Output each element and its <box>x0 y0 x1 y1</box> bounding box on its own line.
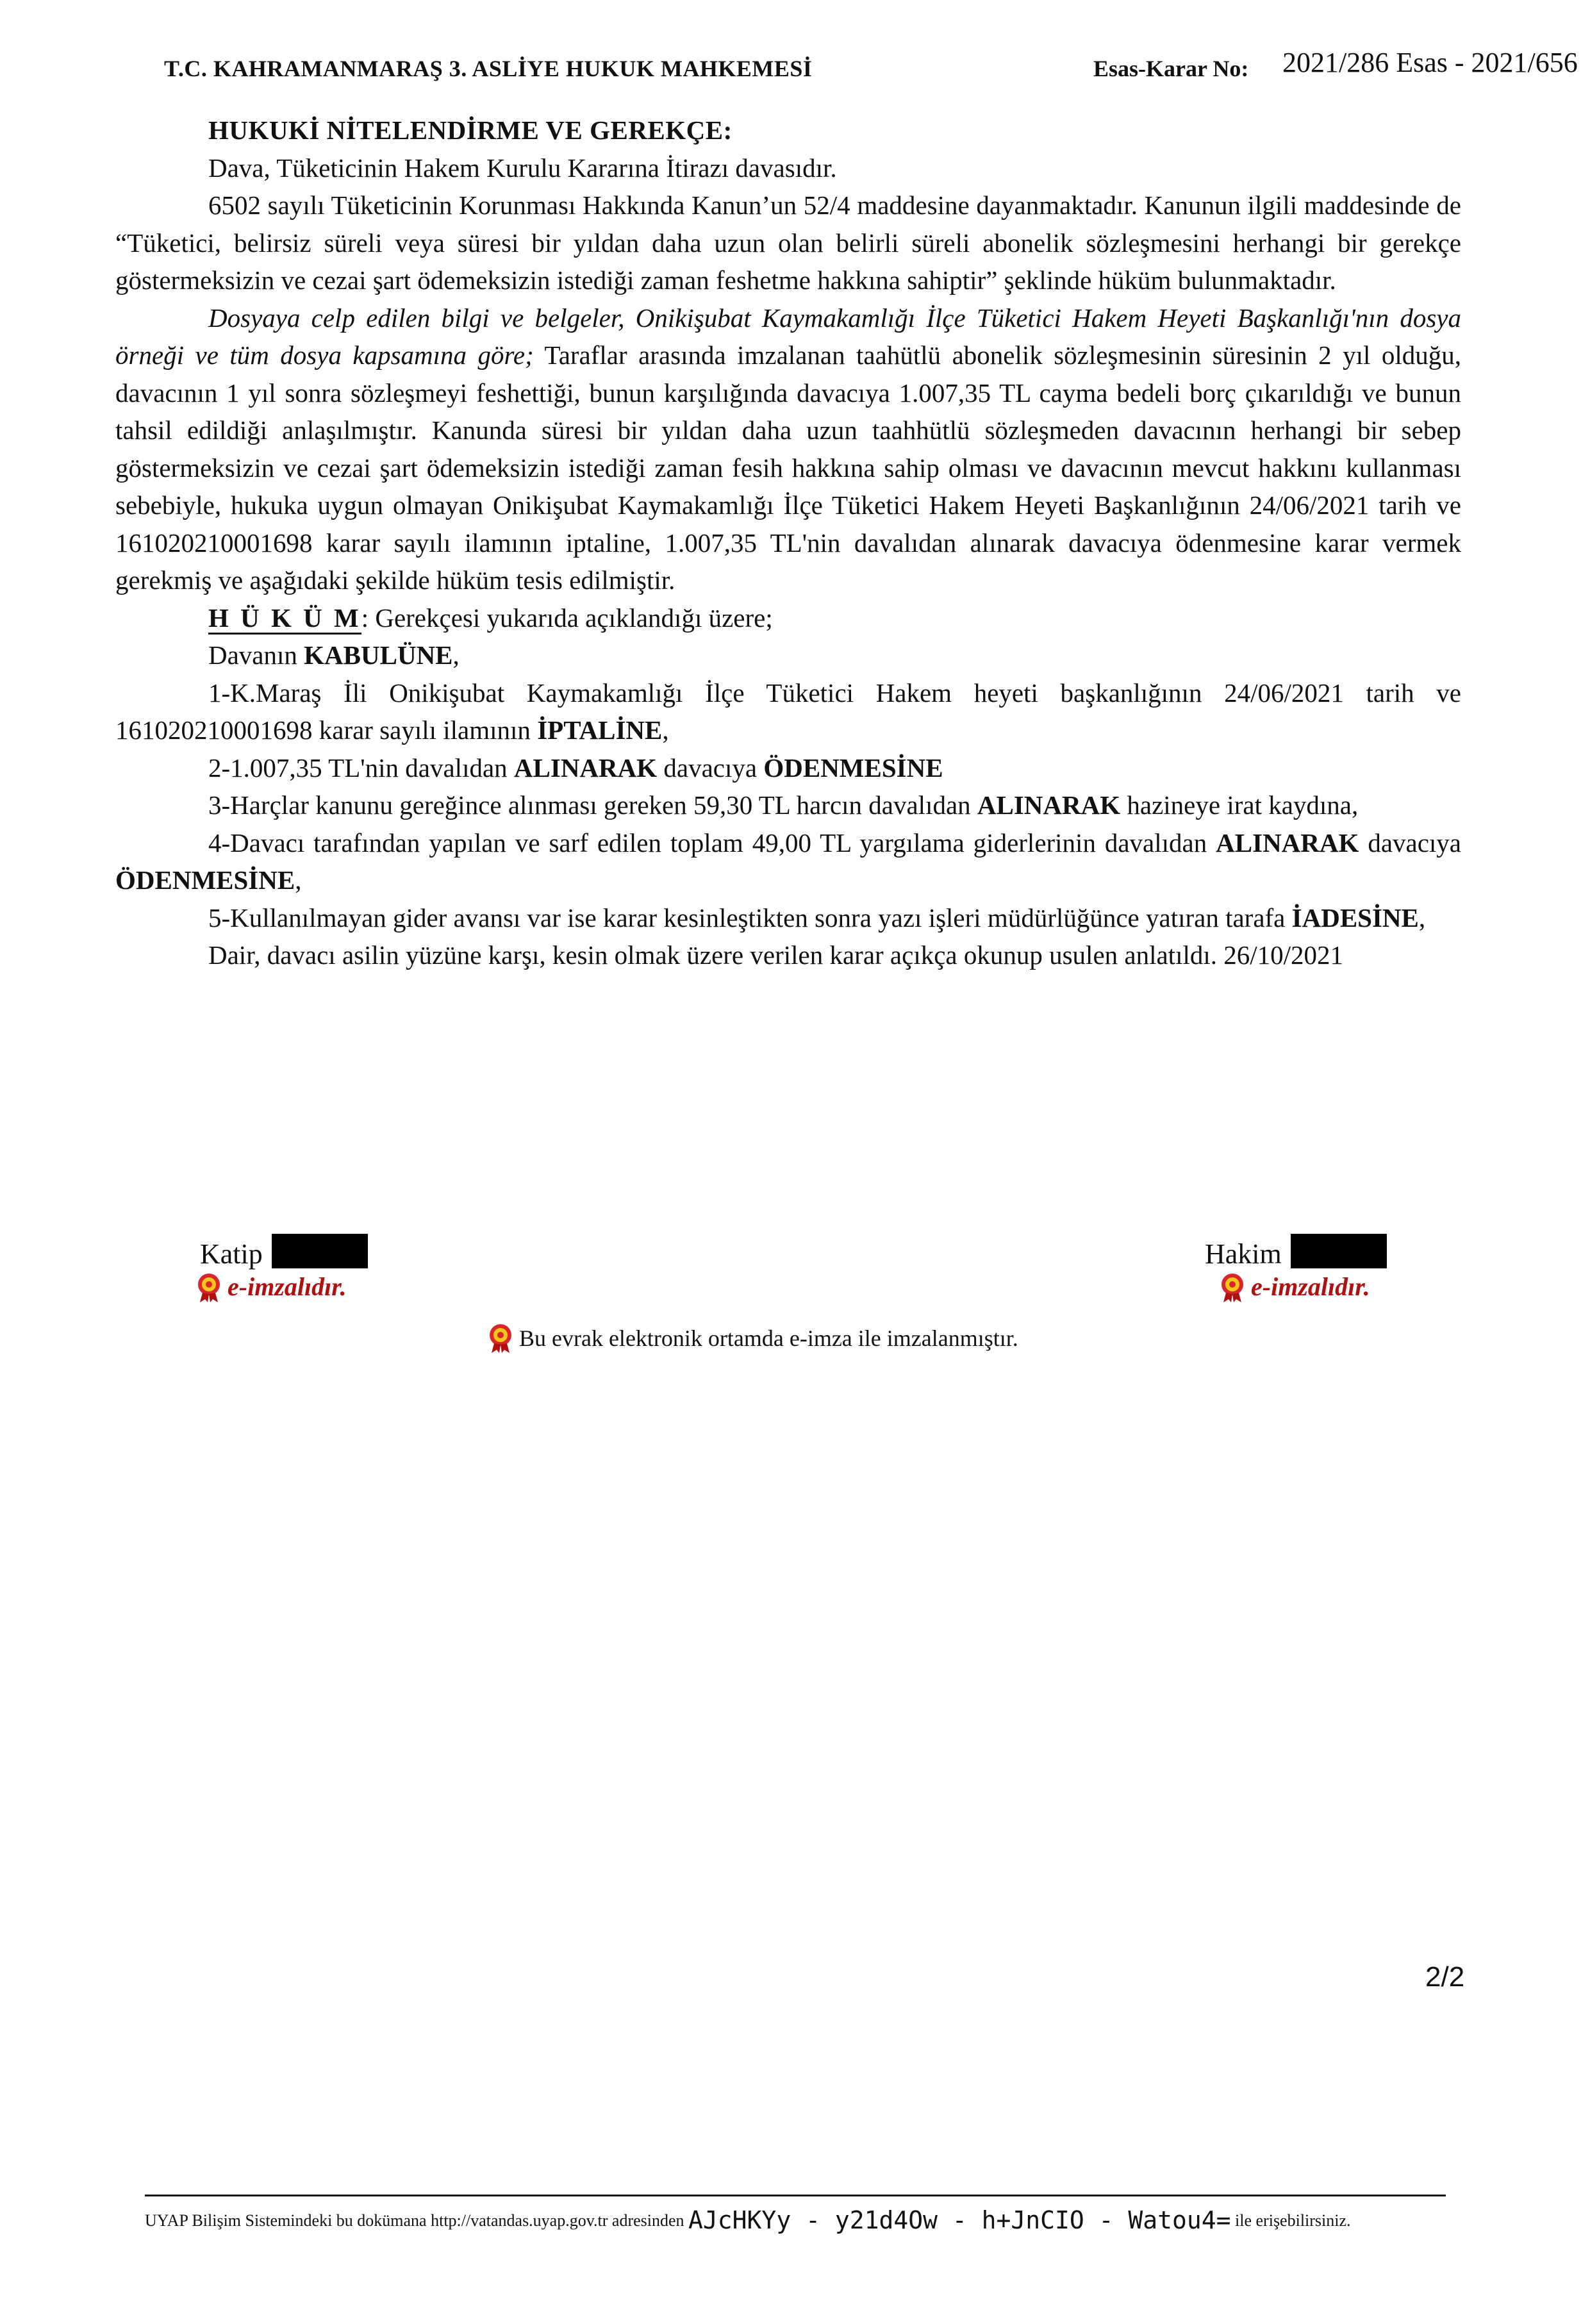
court-name: T.C. KAHRAMANMARAŞ 3. ASLİYE HUKUK MAHKEMESİ <box>164 56 813 81</box>
clerk-label: Katip <box>200 1238 263 1270</box>
item-3-post: hazineye irat kaydına, <box>1120 790 1359 820</box>
acceptance-post: , <box>452 640 460 670</box>
clerk-signature <box>200 1234 368 1270</box>
item-5-text: 5-Kullanılmayan gider avansı var ise karar kesinleştikten sonra yazı işleri müdürlüğünce yatıran tarafa <box>208 902 1292 933</box>
acceptance-pre: Davanın <box>208 640 304 670</box>
esas-karar-label: Esas-Karar No: <box>1093 56 1249 81</box>
footer-divider <box>145 2195 1446 2196</box>
section-heading: HUKUKİ NİTELENDİRME VE GEREKÇE: <box>208 115 733 145</box>
judge-esignature <box>1218 1271 1370 1303</box>
item-3-text: 3-Harçlar kanunu gereğince alınması gereken 59,30 TL harcın davalıdan <box>208 790 977 820</box>
paragraph-legal-basis: 6502 sayılı Tüketicinin Korunması Hakkında Kanun’un 52/4 maddesine dayanmaktadır. Kanunun ilgili maddesinde de “Tüketici, belirsiz süreli veya süresi bir yıldan daha uzun olan belirli süreli abonelik sözleşmesini herhangi bir gerekçe göstermeksizin ve cezai şart ödemeksizin istediği zaman feshetme hakkına sahiptir” şeklinde hüküm bulunmaktadır. <box>115 190 1461 295</box>
e-signature-seal-icon <box>1218 1272 1251 1301</box>
item-4-post: , <box>295 865 302 895</box>
verdict-label: H Ü K Ü M <box>208 603 361 635</box>
verification-code: AJcHKYy - y21d4Ow - h+JnCIO - Watou4= <box>688 2206 1231 2234</box>
item-5-post: , <box>1418 902 1426 933</box>
footer-text-post: ile erişebilirsiniz. <box>1235 2211 1351 2230</box>
page-footer <box>145 2206 1351 2234</box>
e-signature-seal-icon <box>194 1272 228 1301</box>
verdict-acceptance <box>115 636 1461 674</box>
redacted-name <box>1291 1234 1387 1268</box>
judge-esig-text: e-imzalıdır. <box>1251 1272 1370 1301</box>
item-1-text: 1-K.Maraş İli Onikişubat Kaymakamlığı İlçe Tüketici Hakem heyeti başkanlığının 24/06/2021 tarih ve 161020210001698 karar sayılı ilamının <box>115 677 1461 745</box>
page-header <box>164 46 1578 85</box>
paragraph-case-type: Dava, Tüketicinin Hakem Kurulu Kararına İtirazı davasıdır. <box>208 153 837 183</box>
clerk-esignature <box>194 1271 347 1303</box>
item-2-text: 2-1.007,35 TL'nin davalıdan <box>208 752 514 783</box>
e-signature-note-text: Bu evrak elektronik ortamda e-imza ile imzalanmıştır. <box>519 1325 1018 1351</box>
acceptance-bold: KABULÜNE <box>304 640 453 670</box>
reasoning-text: Taraflar arasında imzalanan taahütlü abonelik sözleşmesinin süresinin 2 yıl olduğu, davacının 1 yıl sonra sözleşmeyi feshettiği, bunun karşılığında davacıya 1.007,35 TL cayma bedeli borç çıkarıldığı ve bunun tahsil edildiği anlaşılmıştır. Kanunda süresi bir yıldan daha uzun taahhütlü sözleşmeden davacının herhangi bir sebep göstermeksizin ve cezai şart ödemeksizin istediği zaman fesih hakkına sahip olması ve davacının mevcut hakkını kullanması sebebiyle, hukuka uygun olmayan Onikişubat Kaymakamlığı İlçe Tüketici Hakem Heyeti Başkanlığının 24/06/2021 tarih ve 161020210001698 karar sayılı ilamının iptaline, 1.007,35 TL'nin davalıdan alınarak davacıya ödenmesine karar vermek gerekmiş ve aşağıdaki şekilde hüküm tesis edilmiştir. <box>115 340 1461 595</box>
verdict-heading <box>115 599 1461 637</box>
verdict-item-2 <box>115 749 1461 787</box>
footer-text-pre: UYAP Bilişim Sistemindeki bu dokümana http://vatandas.uyap.gov.tr adresinden <box>145 2211 684 2230</box>
item-2-bold-2: ÖDENMESİNE <box>763 752 943 783</box>
clerk-esig-text: e-imzalıdır. <box>228 1272 347 1301</box>
item-3-bold: ALINARAK <box>977 790 1121 820</box>
item-4-mid: davacıya <box>1359 827 1461 858</box>
esas-karar-value: 2021/286 Esas - 2021/656 <box>1282 47 1578 78</box>
item-2-bold-1: ALINARAK <box>513 752 658 783</box>
paragraph-reasoning <box>115 299 1461 599</box>
page-number: 2/2 <box>1425 1961 1465 1993</box>
judge-signature <box>1205 1234 1387 1270</box>
item-1-post: , <box>662 715 669 745</box>
redacted-name <box>272 1234 368 1268</box>
item-4-bold-1: ALINARAK <box>1216 827 1359 858</box>
item-4-bold-2: ÖDENMESİNE <box>115 865 295 895</box>
item-4-text: 4-Davacı tarafından yapılan ve sarf edilen toplam 49,00 TL yargılama giderlerinin davalıdan <box>208 827 1216 858</box>
verdict-item-1 <box>115 674 1461 749</box>
item-2-mid: davacıya <box>657 752 764 783</box>
judge-label: Hakim <box>1205 1238 1282 1270</box>
verdict-item-5 <box>115 899 1461 937</box>
reasoning-italic: Dosyaya celp edilen bilgi ve belgeler, Onikişubat Kaymakamlığı İlçe Tüketici Hakem Heyeti Başkanlığı'nın dosya örneği ve tüm dosya kapsamına göre; <box>115 303 1461 370</box>
verdict-item-4 <box>115 824 1461 899</box>
verdict-item-3 <box>115 786 1461 824</box>
document-body <box>115 112 1461 974</box>
e-signature-seal-icon <box>486 1325 519 1351</box>
verdict-intro: : Gerekçesi yukarıda açıklandığı üzere; <box>361 602 773 633</box>
e-signature-note <box>486 1322 1018 1354</box>
item-1-bold: İPTALİNE <box>537 715 663 745</box>
item-5-bold: İADESİNE <box>1291 902 1419 933</box>
closing-statement: Dair, davacı asilin yüzüne karşı, kesin olmak üzere verilen karar açıkça okunup usulen anlatıldı. 26/10/2021 <box>208 940 1344 970</box>
